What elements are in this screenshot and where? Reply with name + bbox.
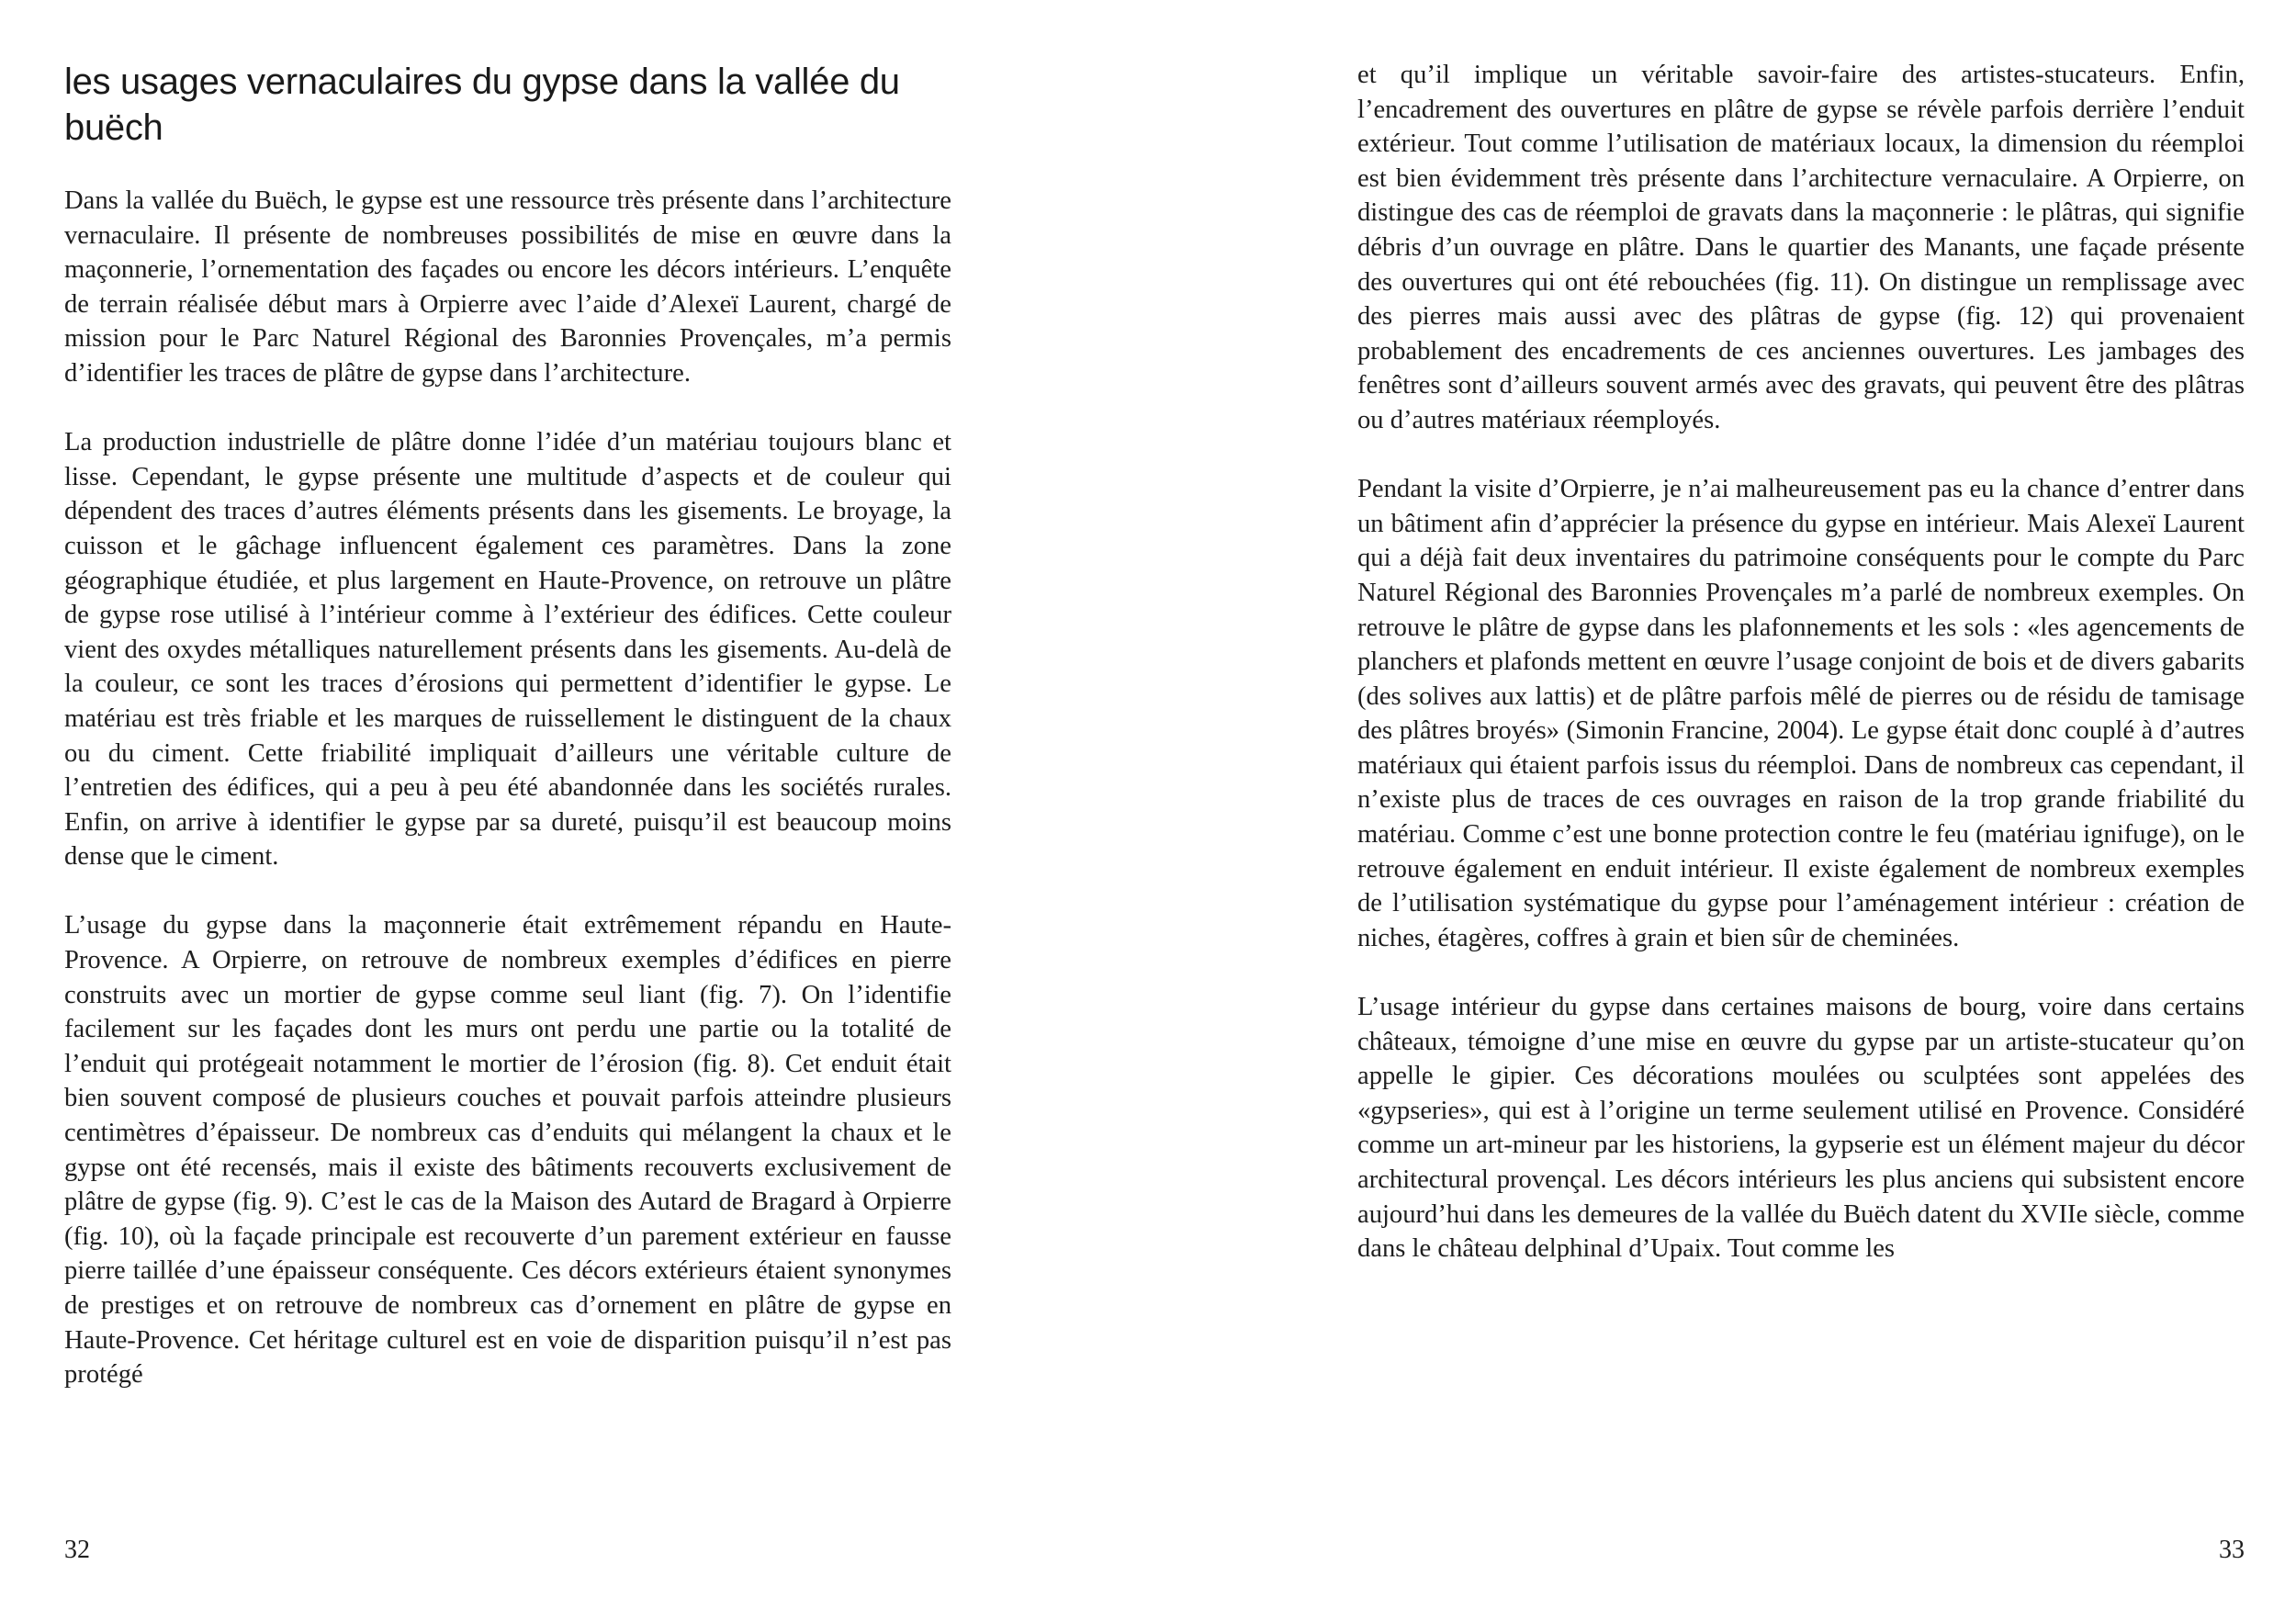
page-number-right: 33 bbox=[2219, 1536, 2245, 1564]
paragraph: L’usage du gypse dans la maçonnerie était extrêmement répandu en Haute-Provence. A Orpierre, on retrouve de nombreux exemples d’édifices en pierre construits avec un mortier de gypse comme seul liant (fig. 7). On l’identifie facilement sur les façades dont les murs ont perdu une partie ou la totalité de l’enduit qui protégeait notamment le mortier de l’érosion (fig. 8). Cet enduit était bien souvent composé de plusieurs couches et pouvait parfois atteindre plusieurs centimètres d’épaisseur. De nombreux cas d’enduits qui mélangent la chaux et le gypse ont été recensés, mais il existe des bâtiments recouverts exclusivement de plâtre de gypse (fig. 9). C’est le cas de la Maison des Autard de Bragard à Orpierre (fig. 10), où la façade principale est recouverte d’un parement extérieur en fausse pierre taillée d’une épaisseur conséquente. Ces décors extérieurs étaient synonymes de prestiges et on retrouve de nombreux cas d’ornement en plâtre de gypse en Haute-Provence. Cet héritage culturel est en voie de disparition puisqu’il n’est pas protégé bbox=[64, 911, 951, 1390]
paragraph: La production industrielle de plâtre donne l’idée d’un matériau toujours blanc et lisse. Cependant, le gypse présente une multitude d’aspects et de couleur qui dépendent des traces d’autres éléments présents dans les gisements. Le broyage, la cuisson et le gâchage influencent également ces paramètres. Dans la zone géographique étudiée, et plus largement en Haute-Provence, on retrouve un plâtre de gypse rose utilisé à l’intérieur comme à l’extérieur des édifices. Cette couleur vient des oxydes métalliques naturellement présents dans les gisements. Au-delà de la couleur, ce sont les traces d’érosions qui permettent d’identifier le gypse. Le matériau est très friable et les marques de ruissellement le distinguent de la chaux ou du ciment. Cette friabilité impliquait d’ailleurs une véritable culture de l’entretien des édifices, qui a peu à peu été abandonnée dans les sociétés rurales. Enfin, on arrive à identifier le gypse par sa dureté, puisqu’il est beaucoup moins dense que le ciment. bbox=[64, 428, 951, 872]
paragraph: L’usage intérieur du gypse dans certaines maisons de bourg, voire dans certains châteaux, témoigne d’une mise en œuvre du gypse par un artiste-stucateur qu’on appelle le gipier. Ces décorations moulées ou sculptées sont appelées des «gypseries», qui est à l’origine un terme seulement utilisé en Provence. Considéré comme un art-mineur par les historiens, la gypserie est un élément majeur du décor architectural provençal. Les décors intérieurs les plus anciens qui subsistent encore aujourd’hui dans les demeures de la vallée du Buëch datent du XVIIe siècle, comme dans le château delphinal d’Upaix. Tout comme les bbox=[1357, 993, 2245, 1264]
right-text-column bbox=[1357, 58, 2245, 1266]
paragraph: Pendant la visite d’Orpierre, je n’ai malheureusement pas eu la chance d’entrer dans un bâtiment afin d’apprécier la présence du gypse en intérieur. Mais Alexeï Laurent qui a déjà fait deux inventaires du patrimoine conséquents pour le compte du Parc Naturel Régional des Baronnies Provençales m’a parlé de nombreux exemples. On retrouve le plâtre de gypse dans les plafonnements et les sols : «les agencements de planchers et plafonds mettent en œuvre l’usage conjoint de bois et de divers gabarits (des solives aux lattis) et de plâtre parfois mêlé de pierres ou de résidu de tamisage des plâtres broyés» (Simonin Francine, 2004). Le gypse était donc couplé à d’autres matériaux qui étaient parfois issus du réemploi. Dans de nombreux cas cependant, il n’existe plus de traces de ces ouvrages en raison de la trop grande friabilité du matériau. Comme c’est une bonne protection contre le feu (matériau ignifuge), on le retrouve également en enduit intérieur. Il existe également de nombreux exemples de l’utilisation systématique du gypse pour l’aménagement intérieur : création de niches, étagères, coffres à grain et bien sûr de cheminées. bbox=[1357, 475, 2245, 952]
left-text-column bbox=[64, 184, 951, 1392]
paragraph: et qu’il implique un véritable savoir-faire des artistes-stucateurs. Enfin, l’encadrement des ouvertures en plâtre de gypse se révèle parfois derrière l’enduit extérieur. Tout comme l’utilisation de matériaux locaux, la dimension du réemploi est bien évidemment très présente dans l’architecture vernaculaire. A Orpierre, on distingue des cas de réemploi de gravats dans la maçonnerie : le plâtras, qui signifie débris d’un ouvrage en plâtre. Dans le quartier des Manants, une façade présente des ouvertures qui ont été rebouchées (fig. 11). On distingue un remplissage avec des pierres mais aussi avec des plâtras de gypse (fig. 12) qui provenaient probablement des encadrements de ces anciennes ouvertures. Les jambages des fenêtres sont d’ailleurs souvent armés avec des gravats, qui peuvent être des plâtras ou d’autres matériaux réemployés. bbox=[1357, 61, 2245, 434]
chapter-title: les usages vernaculaires du gypse dans la vallée du buëch bbox=[64, 62, 900, 148]
page-number-left: 32 bbox=[64, 1536, 90, 1564]
right-page bbox=[1148, 0, 2296, 1621]
paragraph: Dans la vallée du Buëch, le gypse est une ressource très présente dans l’architecture vernaculaire. Il présente de nombreuses possibilités de mise en œuvre dans la maçonnerie, l’ornementation des façades ou encore les décors intérieurs. L’enquête de terrain réalisée début mars à Orpierre avec l’aide d’Alexeï Laurent, chargé de mission pour le Parc Naturel Régional des Baronnies Provençales, m’a permis d’identifier les traces de plâtre de gypse dans l’architecture. bbox=[64, 186, 951, 388]
